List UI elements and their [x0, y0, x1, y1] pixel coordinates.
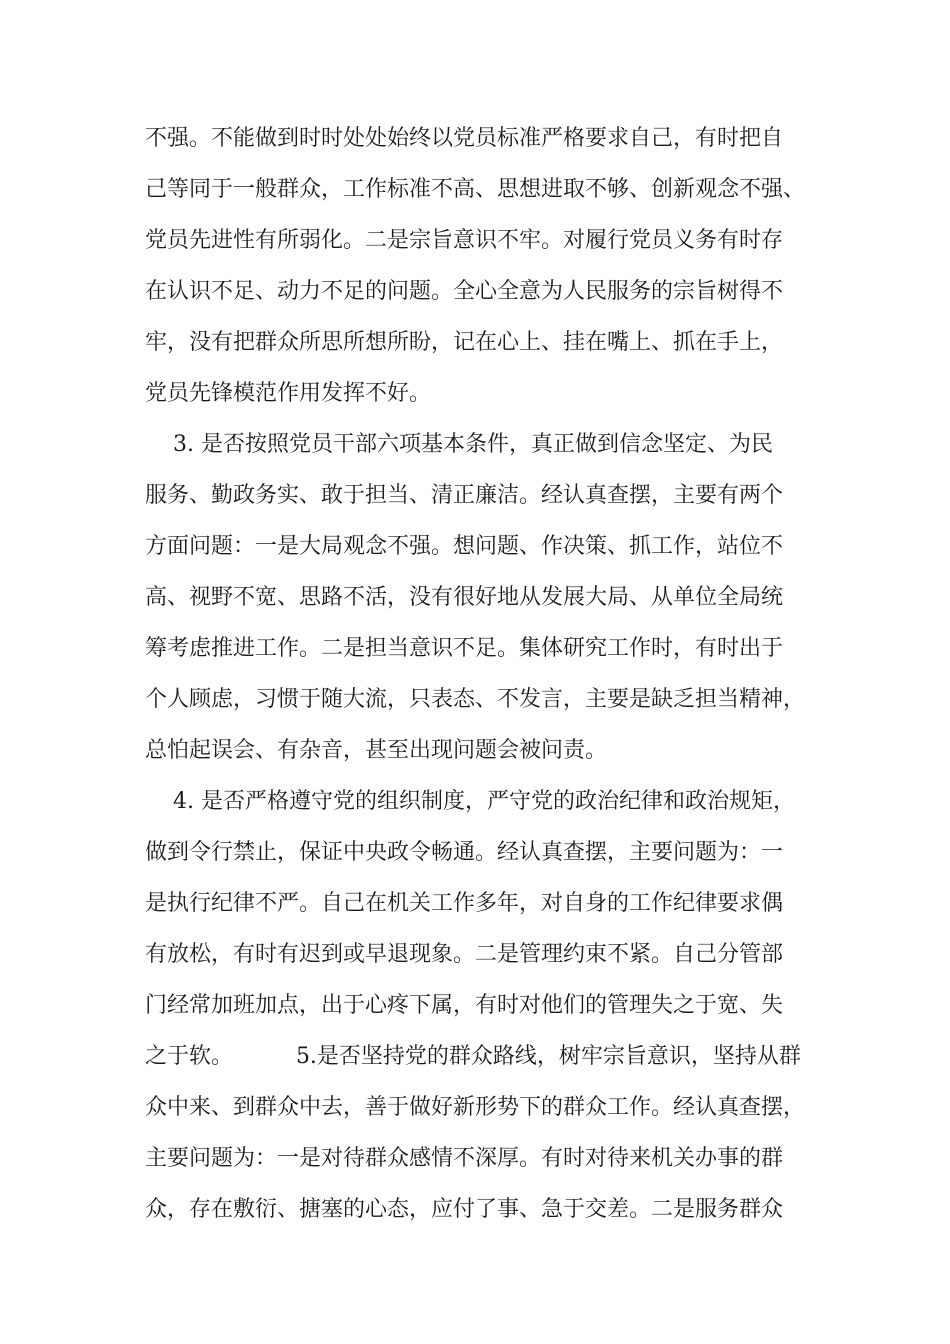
paragraph-line: 众，存在敷衍、搪塞的心态，应付了事、急于交差。二是服务群众	[145, 1197, 784, 1222]
paragraph-line: 在认识不足、动力不足的问题。全心全意为人民服务的宗旨树得不	[145, 279, 784, 304]
paragraph-line: 党员先锋模范作用发挥不好。	[145, 381, 432, 406]
paragraph-line: 4. 是否严格遵守党的组织制度，严守党的政治纪律和政治规矩，	[145, 789, 795, 814]
paragraph-line: 做到令行禁止，保证中央政令畅通。经认真查摆，主要问题为：一	[145, 840, 784, 865]
paragraph-line: 筹考虑推进工作。二是担当意识不足。集体研究工作时，有时出于	[145, 636, 784, 661]
paragraph-line: 个人顾虑，习惯于随大流，只表态、不发言，主要是缺乏担当精神，	[145, 687, 806, 712]
paragraph-line: 是执行纪律不严。自己在机关工作多年，对自身的工作纪律要求偶	[145, 891, 784, 916]
paragraph-line: 牢，没有把群众所思所想所盼，记在心上、挂在嘴上、抓在手上，	[145, 330, 784, 355]
paragraph-line: 不强。不能做到时时处处始终以党员标准严格要求自己，有时把自	[145, 126, 784, 151]
paragraph-line: 服务、勤政务实、敢于担当、清正廉洁。经认真查摆，主要有两个	[145, 483, 784, 508]
paragraph-line: 党员先进性有所弱化。二是宗旨意识不牢。对履行党员义务有时存	[145, 228, 784, 253]
paragraph-line: 门经常加班加点，出于心疼下属，有时对他们的管理失之于宽、失	[145, 993, 784, 1018]
paragraph-line: 有放松，有时有迟到或早退现象。二是管理约束不紧。自己分管部	[145, 942, 784, 967]
paragraph-line: 方面问题：一是大局观念不强。想问题、作决策、抓工作，站位不	[145, 534, 784, 559]
paragraph-line: 总怕起误会、有杂音，甚至出现问题会被问责。	[145, 738, 608, 763]
paragraph-line: 3. 是否按照党员干部六项基本条件，真正做到信念坚定、为民	[145, 432, 773, 457]
paragraph-line: 己等同于一般群众，工作标准不高、思想进取不够、创新观念不强、	[145, 177, 806, 202]
paragraph-line: 高、视野不宽、思路不活，没有很好地从发展大局、从单位全局统	[145, 585, 784, 610]
paragraph-line: 之于软。 5.是否坚持党的群众路线，树牢宗旨意识，坚持从群	[145, 1044, 801, 1069]
paragraph-line: 众中来、到群众中去，善于做好新形势下的群众工作。经认真查摆，	[145, 1095, 806, 1120]
paragraph-line: 主要问题为：一是对待群众感情不深厚。有时对待来机关办事的群	[145, 1146, 784, 1171]
